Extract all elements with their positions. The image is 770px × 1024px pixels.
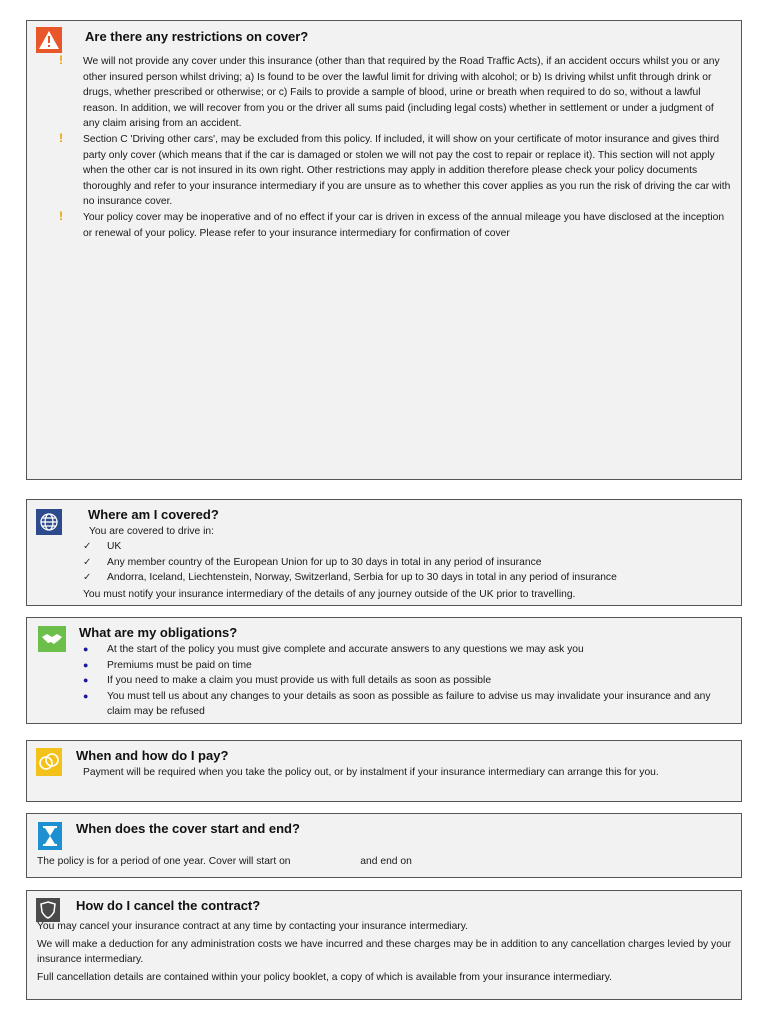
list-item: ✓ Any member country of the European Union for up to 30 days in total in any period of insurance	[107, 555, 727, 571]
list-item: ● You must tell us about any changes to your details as soon as possible as failure to advise us may invalidate your insurance and any claim may be refused	[83, 690, 711, 718]
restrictions-list	[59, 53, 731, 241]
obligations-list	[83, 642, 727, 720]
where-title: Where am I covered?	[88, 507, 219, 522]
cover-period-section	[26, 813, 742, 878]
obligations-section	[26, 617, 742, 724]
cancel-section	[26, 890, 742, 1000]
exclamation-icon: !	[59, 53, 63, 67]
list-item: ✓ UK	[107, 539, 727, 555]
bullet-icon: ●	[83, 675, 89, 686]
restriction-item: ! We will not provide any cover under this insurance (other than that required by the Road Traffic Acts), if an accident occurs whilst you or any other insured person whilst driving; a) Is found to be over the lawful limit for driving with alcohol; or b) Is driving whilst unfit through drink or drugs, whether prescribed or otherwise; or c) Fails to provide a sample of blood, urine or breath when required to do so, without a lawful reason. In addition, we will recover from you or the driver all sums paid (including legal costs) whether in settlement or under a judgment of any claim arising from an accident.	[59, 53, 720, 130]
restriction-item: ! Your policy cover may be inoperative and of no effect if your car is driven in excess of the annual mileage you have disclosed at the inception or renewal of your policy. Please refer to your insurance intermediary for confirmation of cover	[59, 208, 725, 239]
bullet-icon: ●	[83, 659, 89, 670]
list-item: ● If you need to make a claim you must provide us with full details as soon as possible	[107, 673, 727, 689]
obligations-title: What are my obligations?	[79, 625, 238, 640]
exclamation-icon: !	[59, 130, 63, 145]
payment-section	[26, 740, 742, 802]
list-item: ✓ Andorra, Iceland, Liechtenstein, Norway, Switzerland, Serbia for up to 30 days in total in any period of insurance	[107, 570, 727, 586]
payment-title: When and how do I pay?	[76, 748, 229, 763]
cover-period-title: When does the cover start and end?	[76, 821, 300, 836]
handshake-icon	[38, 626, 66, 652]
check-icon: ✓	[83, 541, 92, 552]
check-icon: ✓	[83, 572, 92, 584]
where-list	[83, 539, 727, 586]
where-footer: You must notify your insurance intermediary of the details of any journey outside of the UK prior to travelling.	[83, 589, 576, 600]
globe-icon	[36, 509, 62, 535]
check-icon: ✓	[83, 556, 92, 568]
list-item: ● At the start of the policy you must give complete and accurate answers to any questions we may ask you	[107, 642, 727, 658]
list-item: ● Premiums must be paid on time	[107, 658, 727, 674]
restrictions-title: Are there any restrictions on cover?	[85, 29, 309, 44]
hourglass-icon	[38, 822, 62, 850]
warning-triangle-icon	[36, 27, 62, 53]
restrictions-section	[26, 20, 742, 480]
bullet-icon: ●	[83, 690, 89, 701]
payment-text: Payment will be required when you take the policy out, or by instalment if your insurance intermediary can arrange this for you.	[83, 767, 659, 778]
where-covered-section	[26, 499, 742, 606]
cancel-text	[37, 919, 735, 985]
where-intro: You are covered to drive in:	[89, 526, 214, 537]
bullet-icon: ●	[83, 644, 89, 654]
cancel-paragraph: You may cancel your insurance contract at any time by contacting your insurance intermediary.	[37, 921, 468, 932]
cover-period-text: The policy is for a period of one year. Cover will start on and end on	[37, 856, 412, 867]
exclamation-icon: !	[59, 208, 63, 223]
cancel-paragraph: Full cancellation details are contained within your policy booklet, a copy of which is available from your insurance intermediary.	[37, 971, 613, 983]
cancel-paragraph: We will make a deduction for any administration costs we have incurred and these charges may be in addition to any cancellation charges levied by your insurance intermediary.	[37, 938, 732, 966]
restriction-item: ! Section C 'Driving other cars', may be excluded from this policy. If included, it will show on your certificate of motor insurance and gives third party only cover (which means that if the car is damaged or stolen we will not pay the cost to repair or replace it). This section will not apply when the other car is not insured in its own right. Other restrictions may apply in addition therefore please check your policy documents thoroughly and refer to your insurance intermediary if you are unsure as to whether this cover applies as you run the risk of driving the car with no insurance cover.	[59, 130, 731, 208]
cancel-title: How do I cancel the contract?	[76, 898, 261, 913]
coins-icon	[36, 748, 62, 776]
